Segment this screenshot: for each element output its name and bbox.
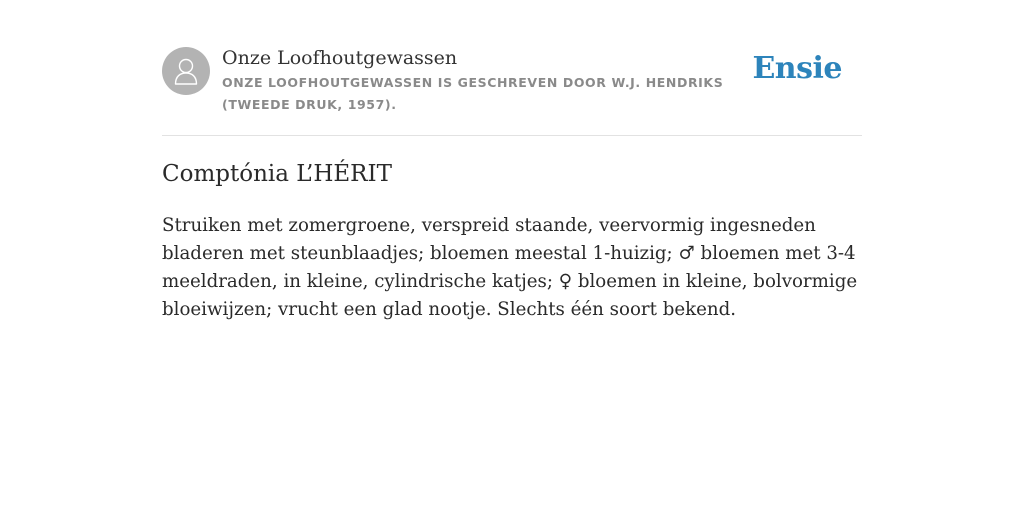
user-outline-icon — [162, 47, 210, 95]
source-avatar — [162, 47, 210, 95]
entry-title: Comptónia L’HÉRIT — [162, 161, 392, 187]
source-header — [162, 0, 862, 136]
source-title[interactable]: Onze Loofhoutgewassen — [222, 47, 458, 69]
source-description: ONZE LOOFHOUTGEWASSEN IS GESCHREVEN DOOR W.J. HENDRIKS (TWEEDE DRUK, 1957). — [222, 75, 724, 112]
entry-body: Struiken met zomergroene, verspreid staande, veervormig ingesneden bladeren met steunblaadjes; bloemen meestal 1-huizig; ♂ bloemen met 3-4 meeldraden, in kleine, cylindrische katjes; ♀ bloemen in kleine, bolvormige bloeiwijzen; vrucht een glad nootje. Slechts één soort bekend. — [162, 215, 858, 320]
brand-logo[interactable]: Ensie — [752, 51, 842, 86]
page-container — [162, 0, 862, 320]
